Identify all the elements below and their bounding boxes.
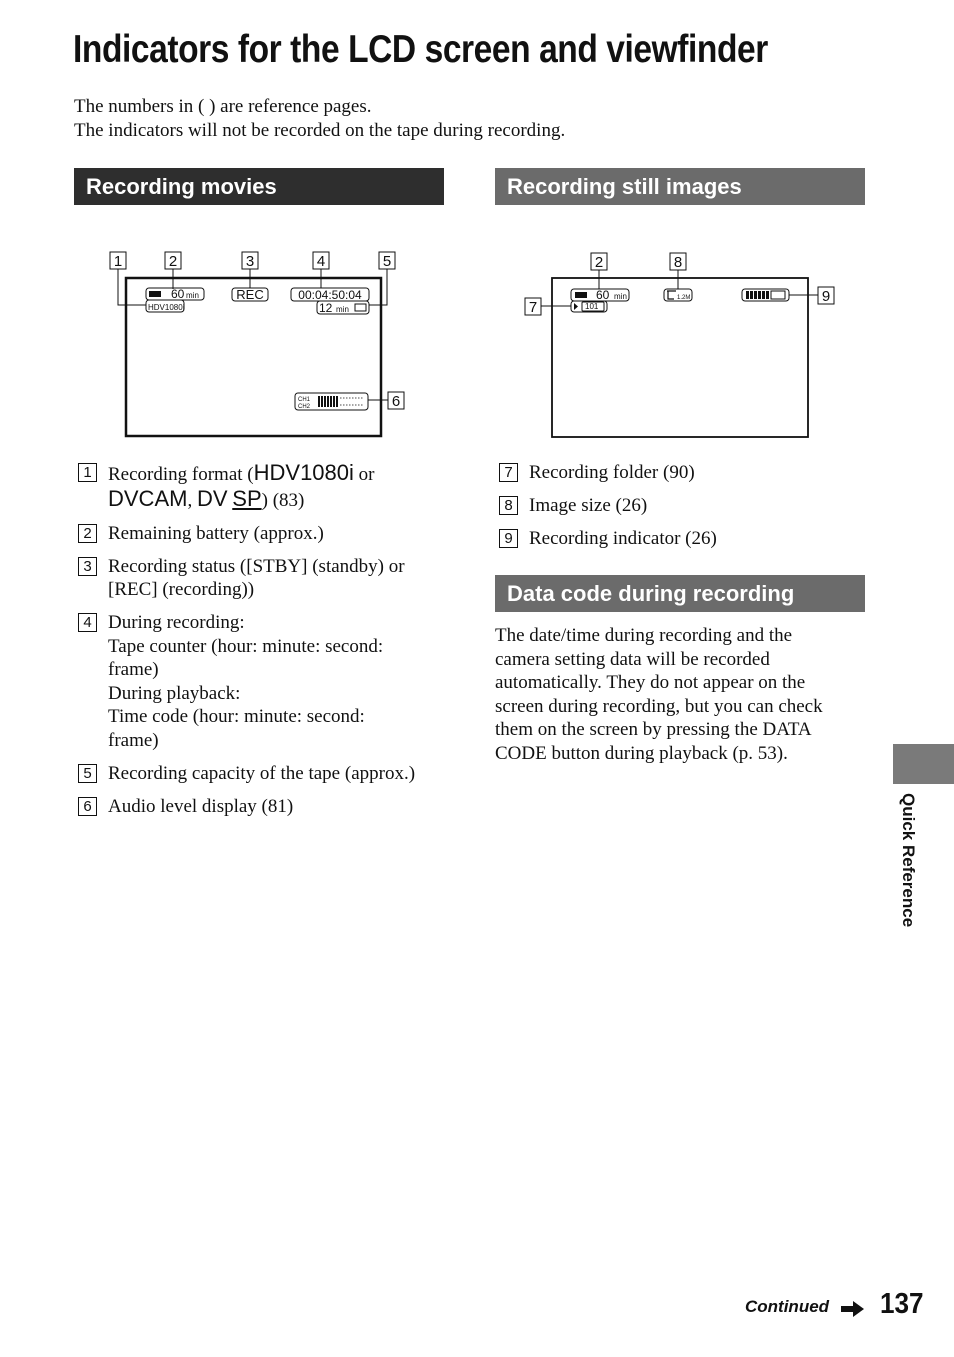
item-text: During playback: [108, 682, 241, 704]
item-text: or [353, 464, 375, 485]
item-text: Audio level display (81) [108, 795, 294, 817]
item-number: 4 [78, 613, 97, 632]
item-text: During recording: [108, 612, 245, 633]
item-number: 7 [499, 463, 518, 482]
tape-counter: 00:04:50:04 [298, 288, 362, 302]
paragraph-line: The date/time during recording and the [495, 625, 793, 646]
section-header-data-code: Data code during recording [495, 575, 865, 612]
status-indicator: REC [236, 287, 264, 302]
item-text: Recording indicator (26) [529, 528, 717, 549]
side-tab-label: Quick Reference [899, 793, 918, 928]
intro-line: The indicators will not be recorded on the tape during recording. [74, 120, 566, 141]
item-text: [REC] (recording)) [108, 579, 255, 600]
arrow-right-icon [841, 1301, 865, 1317]
item-text: ) (83) [261, 489, 305, 511]
callout-number: 4 [316, 253, 326, 270]
page-number: 137 [880, 1288, 924, 1320]
tape-capacity: 12 [319, 301, 333, 315]
paragraph-line: screen during recording, but you can check [495, 695, 823, 717]
paragraph-line: them on the screen by pressing the DATA [495, 719, 812, 740]
paragraph-line: camera setting data will be recorded [495, 648, 770, 670]
item-text: frame) [108, 729, 159, 751]
still-indicator-list [499, 461, 859, 560]
dvcam-icon: DVCAM [108, 485, 188, 511]
callout-number: 2 [168, 253, 178, 270]
callout-number: 5 [382, 253, 392, 270]
list-item [499, 527, 859, 551]
list-item [78, 461, 458, 512]
item-text: Recording status ([STBY] (standby) or [108, 555, 405, 577]
audio-ch2: CH2 [298, 404, 311, 410]
format-indicator: HDV1080i [148, 303, 185, 312]
continued-label: Continued [745, 1297, 830, 1316]
side-tab [893, 744, 954, 784]
paragraph-line: CODE button during playback (p. 53). [495, 742, 788, 764]
item-text: Recording folder (90) [529, 462, 695, 483]
callout-number: 2 [594, 254, 604, 271]
item-number: 3 [78, 557, 97, 576]
hdv1080i-icon: HDV1080i [253, 460, 354, 485]
item-text: Recording capacity of the tape (approx.) [108, 762, 416, 784]
audio-ch1: CH1 [298, 397, 311, 403]
separator: , [187, 489, 193, 511]
movie-screen-diagram [100, 245, 420, 445]
image-size-indicator: 1.2M [677, 295, 691, 301]
battery-minutes: 60 [171, 287, 185, 301]
callout-number: 6 [391, 393, 401, 410]
list-item [499, 461, 859, 485]
item-number: 2 [78, 524, 97, 543]
section-header-recording-still-images: Recording still images [495, 168, 865, 205]
callout-number: 1 [113, 253, 123, 270]
item-text: Recording format ( [108, 464, 254, 485]
item-number: 8 [499, 496, 518, 515]
section-header-recording-movies: Recording movies [74, 168, 444, 205]
item-text: frame) [108, 659, 159, 680]
list-item [78, 762, 458, 786]
intro-line: The numbers in ( ) are reference pages. [74, 96, 372, 117]
movie-indicator-list [78, 461, 458, 828]
tape-capacity-unit: min [336, 305, 349, 314]
list-item [78, 555, 458, 602]
callout-number: 3 [245, 253, 255, 270]
intro-text [74, 95, 565, 143]
data-code-paragraph [495, 624, 865, 765]
list-item [499, 494, 859, 518]
list-item [78, 522, 458, 546]
battery-unit: min [614, 292, 627, 301]
still-screen-diagram [520, 248, 840, 448]
folder-indicator: 101 [585, 302, 599, 311]
list-item [78, 611, 458, 752]
sp-icon: SP [232, 485, 262, 511]
callout-number: 8 [673, 254, 683, 271]
item-text: Remaining battery (approx.) [108, 522, 324, 544]
item-number: 6 [78, 797, 97, 816]
item-text: Time code (hour: minute: second: [108, 706, 365, 727]
callout-number: 9 [821, 288, 831, 305]
item-number: 5 [78, 764, 97, 783]
battery-unit: min [186, 291, 199, 300]
callout-number: 7 [528, 299, 538, 316]
paragraph-line: automatically. They do not appear on the [495, 672, 806, 693]
item-number: 9 [499, 529, 518, 548]
dv-icon: DV [196, 485, 228, 511]
list-item [78, 795, 458, 819]
item-text: Image size (26) [529, 495, 648, 516]
item-text: Tape counter (hour: minute: second: [108, 635, 384, 657]
battery-minutes: 60 [596, 288, 610, 302]
item-number: 1 [78, 463, 97, 482]
page-title: Indicators for the LCD screen and viewfinder [73, 28, 768, 71]
